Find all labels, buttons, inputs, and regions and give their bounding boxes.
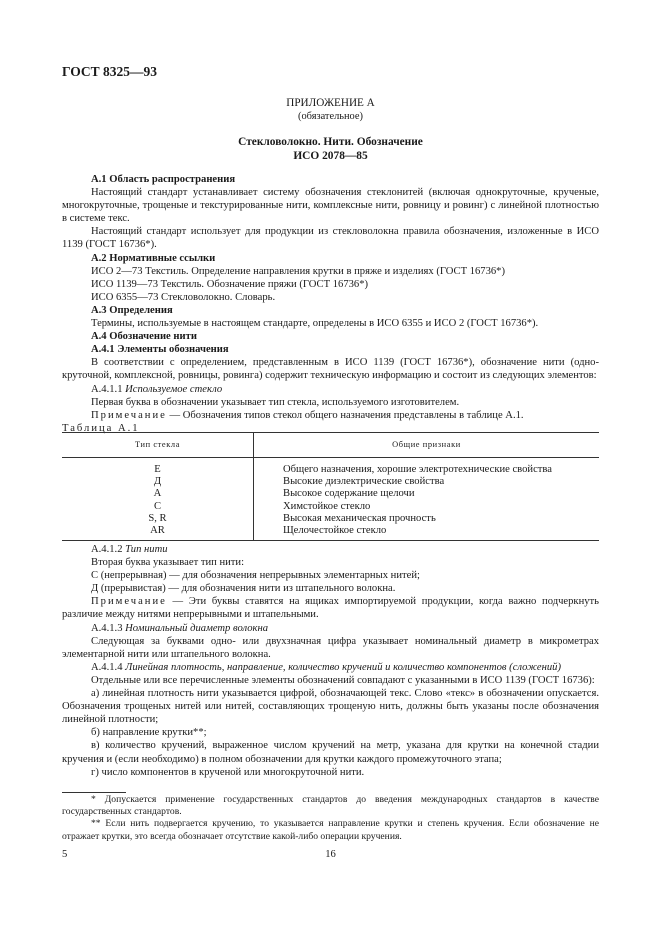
reference-item: ИСО 1139—73 Текстиль. Обозначение пряжи (ГОСТ 16736*) [91, 278, 369, 290]
table-row [62, 476, 599, 488]
page-number: 16 [325, 849, 336, 860]
reference-item: ИСО 6355—73 Стекловолокно. Словарь. [91, 291, 276, 303]
section-heading-a41: А.4.1 Элементы обозначения [91, 344, 229, 356]
footnote: * Допускается применение государственных стандартов до введения международных стандартов в качестве государственных стандартов. [62, 794, 599, 818]
list-item: в) количество кручений, выраженное числом кручений на метр, указана для крутки на конечной стадии кручения и (если необходимо) в полном обозначении для крутки каждого промежуточного этапа; [62, 740, 599, 765]
table-cell-features: Высокое содержание щелочи [283, 488, 415, 500]
paragraph: В соответствии с определением, представленным в ИСО 1139 (ГОСТ 16736*), обозначение нити (однокруточной, комплексной, ровницы, ровинга) содержит техническую информацию и состоит из следующих элементов: [62, 357, 599, 382]
subsection-number: А.4.1.3 [91, 622, 123, 634]
table-cell-type: S, R [62, 513, 254, 525]
appendix-label: ПРИЛОЖЕНИЕ А [286, 97, 375, 109]
appendix-title: Стекловолокно. Нити. Обозначение [238, 136, 423, 148]
subsection-number: А.4.1.2 [91, 544, 123, 555]
table-cell-features: Химстойкое стекло [283, 500, 371, 512]
paragraph: Термины, используемые в настоящем стандарте, определены в ИСО 6355 и ИСО 2 (ГОСТ 16736*). [91, 318, 539, 330]
appendix-status: (обязательное) [298, 111, 363, 122]
subsection-number: А.4.1.1 [91, 383, 123, 395]
paragraph: Настоящий стандарт устанавливает систему обозначения стеклонитей (включая однокруточные, крученые, многокруточные, трощеные и текстурированные нити, комплексные нити, ровницу и ровинг) с линейной плотностью в системе текс. [62, 187, 599, 225]
list-item: Д (прерывистая) — для обозначения нити из штапельного волокна. [91, 583, 396, 595]
table-cell-type: С [62, 501, 254, 513]
table-cell-type: Д [62, 476, 254, 488]
table-caption: Таблица А.1 [62, 422, 140, 434]
paragraph: Отдельные или все перечисленные элементы обозначений совпадают с указанными в ИСО 1139 (ГОСТ 16736): [91, 674, 595, 686]
table-cell-type: Е [62, 458, 254, 477]
table-row [62, 458, 599, 477]
table-cell-features: Щелочестойкое стекло [254, 525, 600, 541]
glass-types-table [62, 432, 599, 541]
body-text-upper [62, 173, 599, 435]
note-label: Примечание [91, 409, 167, 421]
subsection-title: Используемое стекло [125, 383, 223, 395]
table-row [62, 501, 599, 513]
table-cell-features: Общего назначения, хорошие электротехнические свойства [283, 464, 552, 475]
subsection-heading-a414 [62, 661, 599, 674]
footnote: ** Если нить подвергается кручению, то указывается направление крутки и степень кручения. Если обозначение не отражает крутки, это всегда обозначает отсутствие какой-либо операции кручения. [62, 818, 599, 842]
table-header-features: Общие признаки [254, 433, 600, 458]
note [62, 595, 599, 621]
note [62, 409, 599, 422]
subsection-title: Номинальный диаметр волокна [125, 622, 269, 634]
body-text-lower [62, 543, 599, 779]
section-heading-a1: А.1 Область распространения [91, 174, 236, 185]
table-header-glass-type: Тип стекла [62, 433, 254, 458]
section-heading-a4: А.4 Обозначение нити [91, 331, 197, 343]
note-text: — Обозначения типов стекол общего назначения представлены в таблице А.1. [166, 409, 524, 421]
table-cell-type: А [62, 488, 254, 500]
list-item: б) направление крутки**; [91, 727, 207, 739]
note-text: — Эти буквы ставятся на ящиках импортируемой продукции, когда важно подчеркнуть различие между нитями непрерывными и штапельными. [62, 596, 599, 621]
footnotes [62, 794, 599, 843]
footer-left-number: 5 [62, 849, 68, 860]
reference-item: ИСО 2—73 Текстиль. Определение направления крутки в пряже и изделиях (ГОСТ 16736*) [91, 265, 505, 277]
table-row [62, 525, 599, 541]
table-row [62, 513, 599, 525]
table-cell-features: Высокая механическая прочность [283, 512, 436, 524]
list-item: С (непрерывная) — для обозначения непрерывных элементарных нитей; [91, 570, 420, 582]
table-cell-features: Высокие диэлектрические свойства [283, 476, 445, 488]
subsection-title: Тип нити [125, 544, 168, 555]
subsection-heading-a413 [62, 622, 599, 635]
paragraph: Настоящий стандарт использует для продукции из стекловолокна правила обозначения, изложенные в ИСО 1139 (ГОСТ 16736*). [62, 226, 599, 251]
paragraph: Вторая буква указывает тип нити: [91, 557, 245, 569]
subsection-heading-a411 [62, 383, 599, 396]
table-row [62, 488, 599, 500]
paragraph: Первая буква в обозначении указывает тип стекла, используемого изготовителем. [91, 396, 460, 408]
note-label: Примечание [91, 596, 167, 608]
subsection-heading-a412 [62, 543, 599, 556]
list-item: а) линейная плотность нити указывается цифрой, обозначающей текс. Слово «текс» в обозначении опускается. Обозначения трощеных нитей или нитей, составляющих трощеную нить, должны быть указаны после обозначения линейной плотности; [62, 688, 599, 726]
document-id: ГОСТ 8325—93 [62, 64, 158, 79]
subsection-number: А.4.1.4 [91, 661, 123, 673]
subsection-title: Линейная плотность, направление, количество кручений и количество компонентов (сложений) [125, 661, 561, 673]
section-heading-a2: А.2 Нормативные ссылки [91, 252, 216, 264]
section-heading-a3: А.3 Определения [91, 304, 173, 316]
appendix-title-standard: ИСО 2078—85 [293, 150, 368, 162]
footnote-divider [62, 792, 126, 793]
paragraph: Следующая за буквами одно- или двухзначная цифра указывает номинальный диаметр в микрометрах элементарной нити или штапельного волокна. [62, 635, 599, 660]
table-cell-type: AR [62, 525, 254, 541]
table-header-row [62, 433, 599, 458]
list-item: г) число компонентов в крученой или многокруточной нити. [91, 766, 365, 778]
